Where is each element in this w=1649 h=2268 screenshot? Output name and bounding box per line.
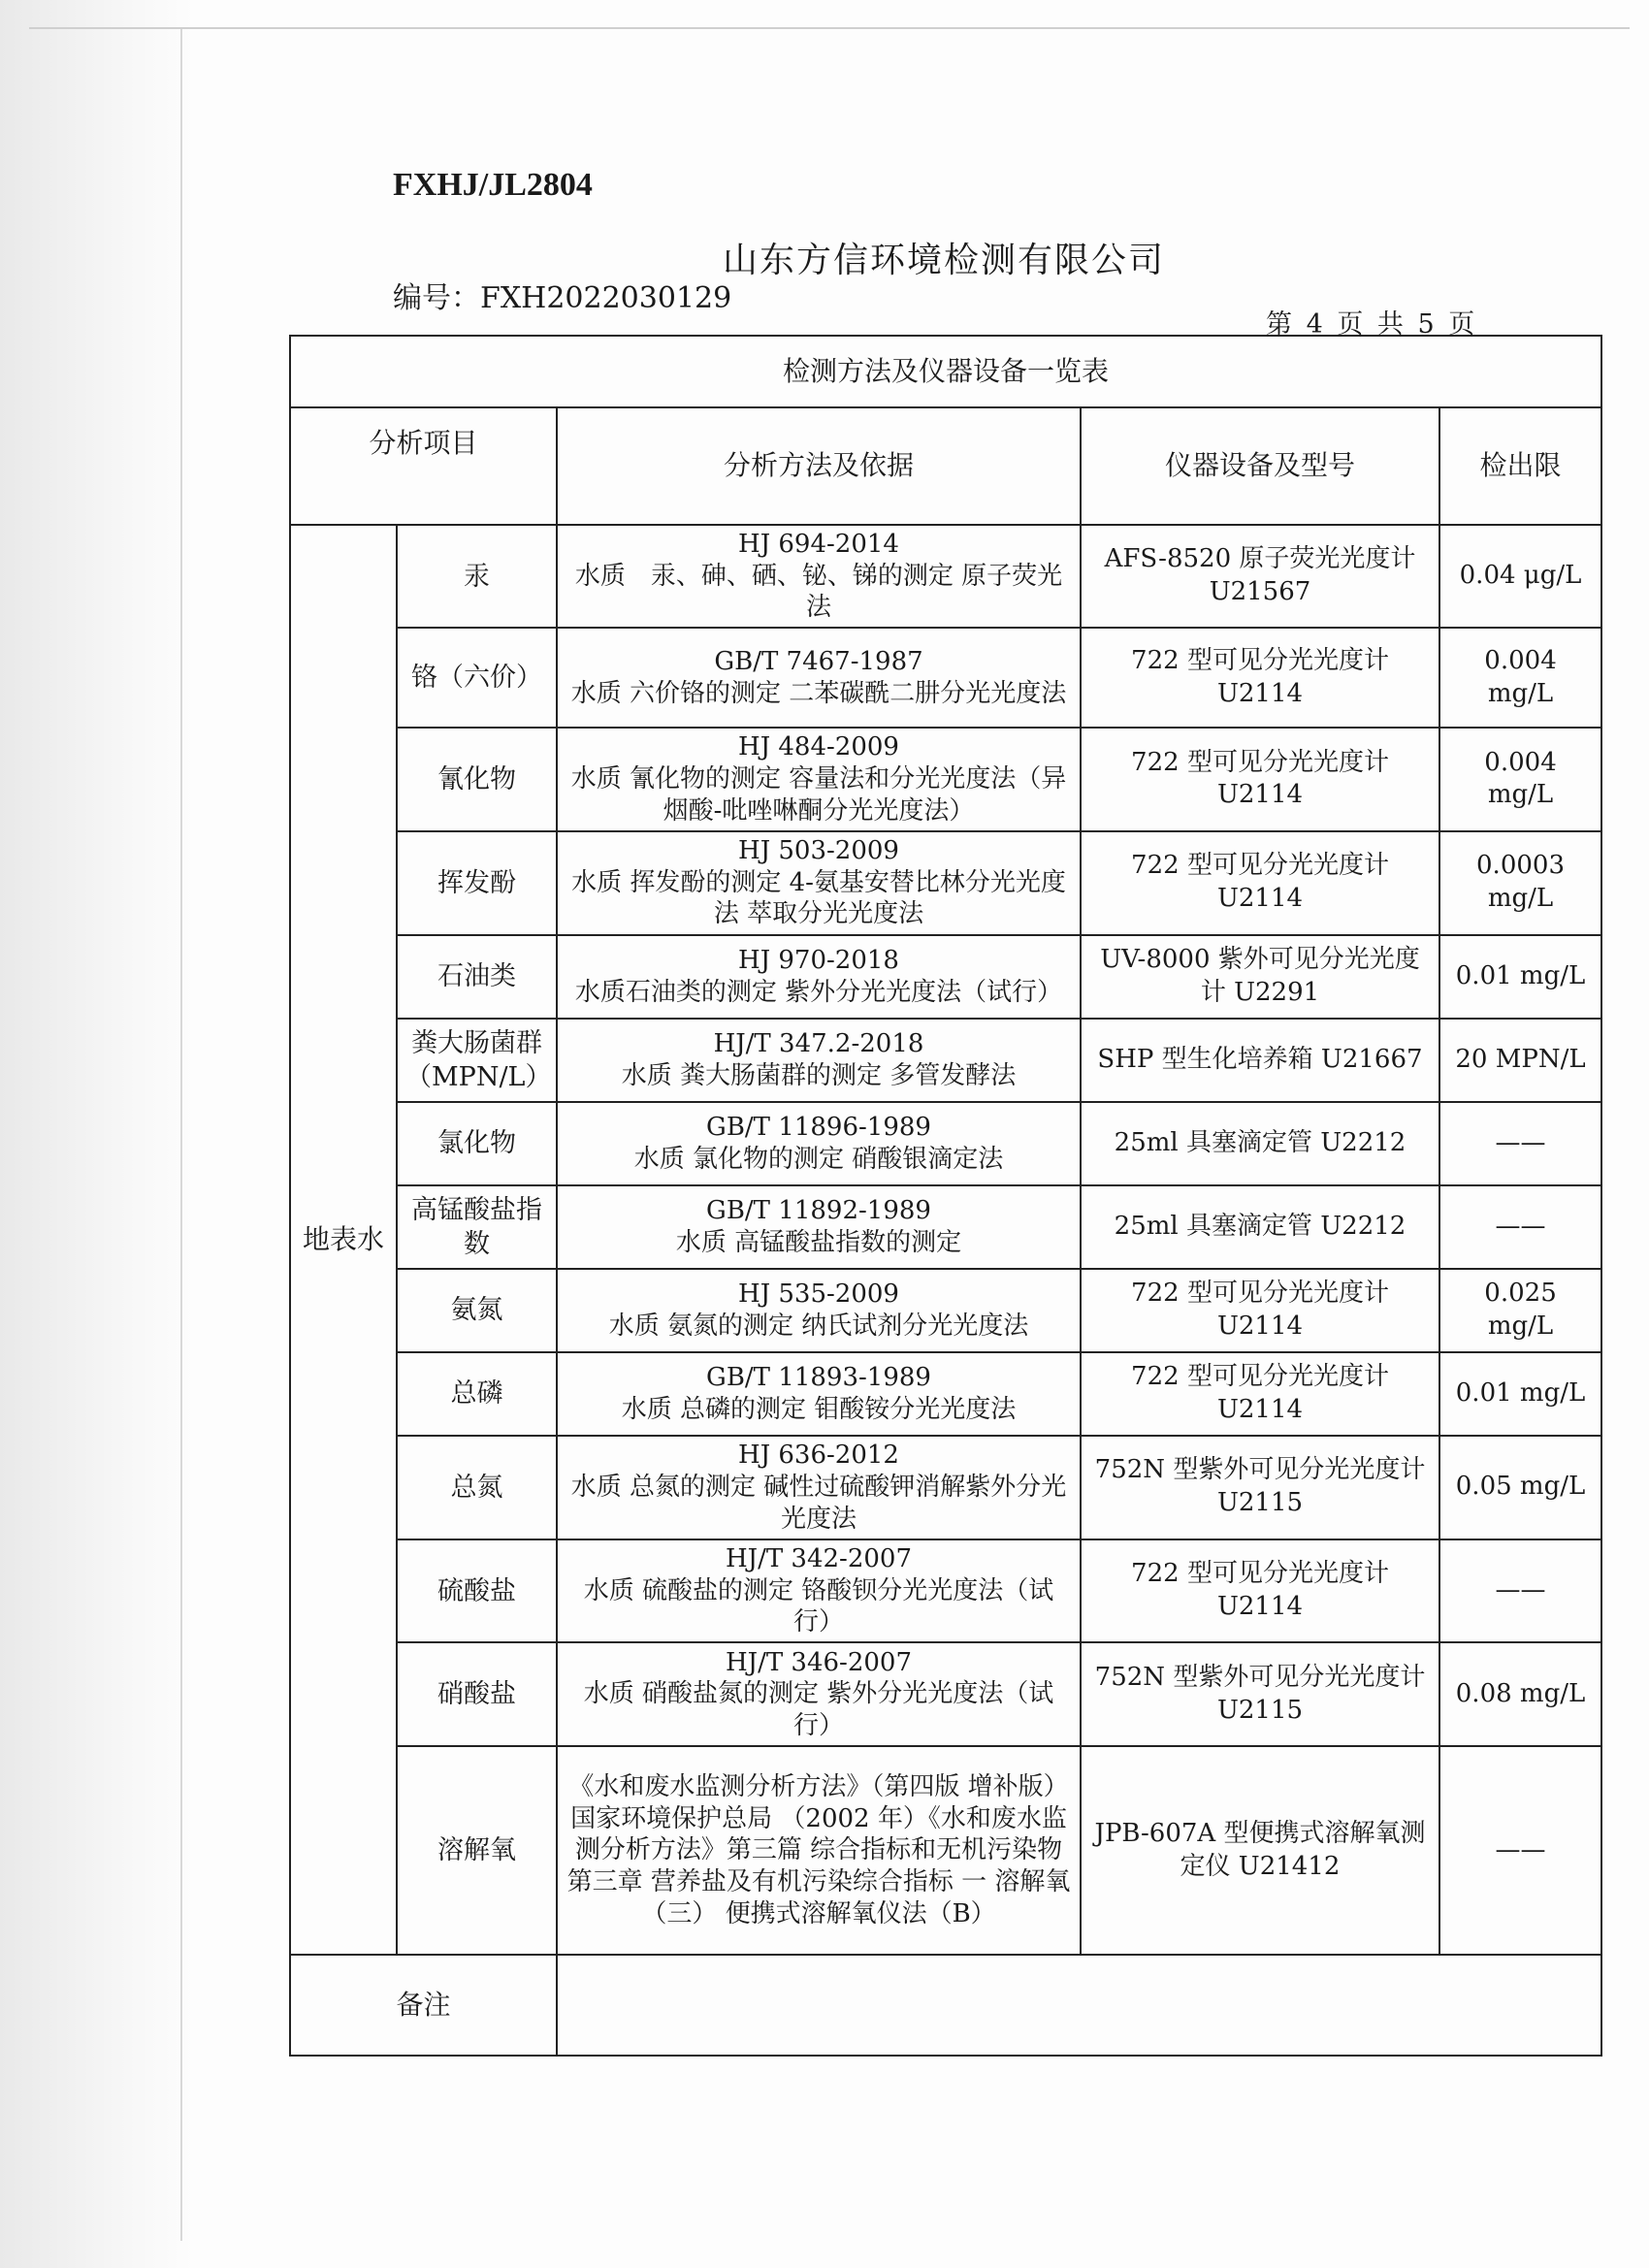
analysis-item: 溶解氧 xyxy=(397,1746,557,1955)
analysis-item: 氰化物 xyxy=(397,728,557,831)
detection-limit-cell: 0.004 mg/L xyxy=(1439,728,1601,831)
method-cell xyxy=(557,1019,1081,1102)
detection-limit-cell: 0.01 mg/L xyxy=(1439,1352,1601,1436)
table-row xyxy=(290,1185,1601,1269)
device-cell: AFS-8520 原子荧光光度计 U21567 xyxy=(1081,525,1439,629)
method-cell xyxy=(557,1185,1081,1269)
method-description: 水质 氯化物的测定 硝酸银滴定法 xyxy=(633,1144,1004,1174)
method-standard: HJ 694-2014 xyxy=(738,529,899,559)
analysis-item: 高锰酸盐指数 xyxy=(397,1185,557,1269)
detection-limit-cell: 0.05 mg/L xyxy=(1439,1436,1601,1539)
detection-limit-cell: —— xyxy=(1439,1746,1601,1955)
method-standard: HJ/T 347.2-2018 xyxy=(713,1028,924,1058)
device-cell: 722 型可见分光光度计 U2114 xyxy=(1081,831,1439,935)
category-cell: 地表水 xyxy=(290,525,397,1956)
device-cell: 752N 型紫外可见分光光度计 U2115 xyxy=(1081,1436,1439,1539)
method-standard: GB/T 11893-1989 xyxy=(706,1363,931,1393)
scan-top-edge xyxy=(29,27,1630,29)
table-row xyxy=(290,1746,1601,1955)
remark-label: 备注 xyxy=(290,1955,557,2056)
method-standard: HJ/T 342-2007 xyxy=(725,1543,913,1573)
table-row xyxy=(290,1019,1601,1102)
method-standard: HJ 503-2009 xyxy=(738,835,899,865)
method-description: 水质 汞、砷、硒、铋、锑的测定 原子荧光法 xyxy=(574,561,1063,623)
method-standard: HJ 970-2018 xyxy=(738,945,899,975)
device-cell: 722 型可见分光光度计 U2114 xyxy=(1081,1269,1439,1352)
method-cell xyxy=(557,1352,1081,1436)
device-cell: 722 型可见分光光度计 U2114 xyxy=(1081,628,1439,727)
device-cell: 25ml 具塞滴定管 U2212 xyxy=(1081,1185,1439,1269)
table-row xyxy=(290,1269,1601,1352)
table-row xyxy=(290,1352,1601,1436)
table-row xyxy=(290,935,1601,1019)
analysis-item: 硝酸盐 xyxy=(397,1642,557,1746)
method-description: 水质 氨氮的测定 纳氏试剂分光光度法 xyxy=(608,1311,1029,1341)
column-header-project: 分析项目 xyxy=(290,407,557,525)
device-cell: 752N 型紫外可见分光光度计 U2115 xyxy=(1081,1642,1439,1746)
table-row xyxy=(290,628,1601,727)
detection-limit-cell: —— xyxy=(1439,1102,1601,1185)
method-description: 水质 挥发酚的测定 4-氨基安替比林分光光度法 萃取分光光度法 xyxy=(571,867,1066,929)
method-cell xyxy=(557,1539,1081,1643)
analysis-item: 硫酸盐 xyxy=(397,1539,557,1643)
document-code: FXHJ/JL2804 xyxy=(393,167,593,203)
method-standard: HJ 535-2009 xyxy=(738,1280,899,1310)
detection-limit-cell: 0.08 mg/L xyxy=(1439,1642,1601,1746)
methods-equipment-table xyxy=(289,335,1600,2057)
method-description: 水质 高锰酸盐指数的测定 xyxy=(675,1227,962,1257)
method-standard: HJ 484-2009 xyxy=(738,732,899,762)
method-cell xyxy=(557,1642,1081,1746)
method-description: 水质 总磷的测定 钼酸铵分光光度法 xyxy=(621,1394,1017,1424)
device-cell: SHP 型生化培养箱 U21667 xyxy=(1081,1019,1439,1102)
column-header-limit: 检出限 xyxy=(1439,407,1601,525)
method-cell xyxy=(557,1269,1081,1352)
table-row xyxy=(290,728,1601,831)
method-description: 水质 总氮的测定 碱性过硫酸钾消解紫外分光光度法 xyxy=(570,1472,1067,1534)
table-row xyxy=(290,1436,1601,1539)
detection-limit-cell: 0.025 mg/L xyxy=(1439,1269,1601,1352)
remark-value xyxy=(557,1955,1601,2056)
method-cell xyxy=(557,525,1081,629)
page-number: 第 4 页 共 5 页 xyxy=(1266,309,1475,340)
analysis-item: 汞 xyxy=(397,525,557,629)
detection-limit-cell: 0.004 mg/L xyxy=(1439,628,1601,727)
analysis-item: 总磷 xyxy=(397,1352,557,1436)
detection-limit-cell: —— xyxy=(1439,1539,1601,1643)
method-standard: GB/T 7467-1987 xyxy=(714,646,923,676)
scan-shadow xyxy=(0,0,194,2268)
device-cell: 722 型可见分光光度计 U2114 xyxy=(1081,1539,1439,1643)
method-description: 水质 粪大肠菌群的测定 多管发酵法 xyxy=(621,1060,1017,1090)
method-cell xyxy=(557,1102,1081,1185)
analysis-item: 挥发酚 xyxy=(397,831,557,935)
method-description: 水质 六价铬的测定 二苯碳酰二肼分光光度法 xyxy=(570,678,1067,708)
company-name: 山东方信环境检测有限公司 xyxy=(723,241,1166,280)
detection-limit-cell: 0.04 μg/L xyxy=(1439,525,1601,629)
detection-limit-cell: 0.01 mg/L xyxy=(1439,935,1601,1019)
method-cell xyxy=(557,1436,1081,1539)
method-description: 《水和废水监测分析方法》（第四版 增补版）国家环境保护总局 （2002 年）《水和废水监测分析方法》第三篇 综合指标和无机污染物 第三章 营养盐及有机污染综合指标 一 溶解氧 （三） 便携式溶解氧仪法（B） xyxy=(566,1771,1071,1928)
method-cell xyxy=(557,728,1081,831)
column-header-device: 仪器设备及型号 xyxy=(1081,407,1439,525)
analysis-item: 氯化物 xyxy=(397,1102,557,1185)
scan-fold-line xyxy=(180,29,182,2241)
method-description: 水质 氰化物的测定 容量法和分光光度法（异烟酸-吡唑啉酮分光光度法） xyxy=(570,763,1067,826)
analysis-item: 氨氮 xyxy=(397,1269,557,1352)
method-standard: GB/T 11896-1989 xyxy=(706,1112,931,1142)
column-header-method: 分析方法及依据 xyxy=(557,407,1081,525)
table-row xyxy=(290,525,1601,629)
method-cell xyxy=(557,831,1081,935)
device-cell: UV-8000 紫外可见分光光度计 U2291 xyxy=(1081,935,1439,1019)
method-cell xyxy=(557,1746,1081,1955)
detection-limit-cell: 20 MPN/L xyxy=(1439,1019,1601,1102)
table-row xyxy=(290,1102,1601,1185)
methods-table-grid xyxy=(289,335,1602,2057)
detection-limit-cell: 0.0003 mg/L xyxy=(1439,831,1601,935)
device-cell: JPB-607A 型便携式溶解氧测定仪 U21412 xyxy=(1081,1746,1439,1955)
method-description: 水质石油类的测定 紫外分光光度法（试行） xyxy=(574,977,1063,1007)
device-cell: 722 型可见分光光度计 U2114 xyxy=(1081,1352,1439,1436)
method-standard: HJ 636-2012 xyxy=(738,1441,899,1471)
table-row xyxy=(290,1539,1601,1643)
detection-limit-cell: —— xyxy=(1439,1185,1601,1269)
device-cell: 722 型可见分光光度计 U2114 xyxy=(1081,728,1439,831)
table-row xyxy=(290,1642,1601,1746)
method-standard: GB/T 11892-1989 xyxy=(706,1195,931,1225)
analysis-item: 粪大肠菌群（MPN/L） xyxy=(397,1019,557,1102)
analysis-item: 铬（六价） xyxy=(397,628,557,727)
device-cell: 25ml 具塞滴定管 U2212 xyxy=(1081,1102,1439,1185)
report-serial-number: 编号：FXH2022030129 xyxy=(393,281,732,315)
method-standard: HJ/T 346-2007 xyxy=(725,1647,913,1677)
method-cell xyxy=(557,628,1081,727)
method-cell xyxy=(557,935,1081,1019)
analysis-item: 总氮 xyxy=(397,1436,557,1539)
analysis-item: 石油类 xyxy=(397,935,557,1019)
table-caption: 检测方法及仪器设备一览表 xyxy=(290,336,1601,407)
method-description: 水质 硝酸盐氮的测定 紫外分光光度法（试行） xyxy=(583,1679,1054,1741)
method-description: 水质 硫酸盐的测定 铬酸钡分光光度法（试行） xyxy=(583,1575,1054,1637)
table-row xyxy=(290,831,1601,935)
